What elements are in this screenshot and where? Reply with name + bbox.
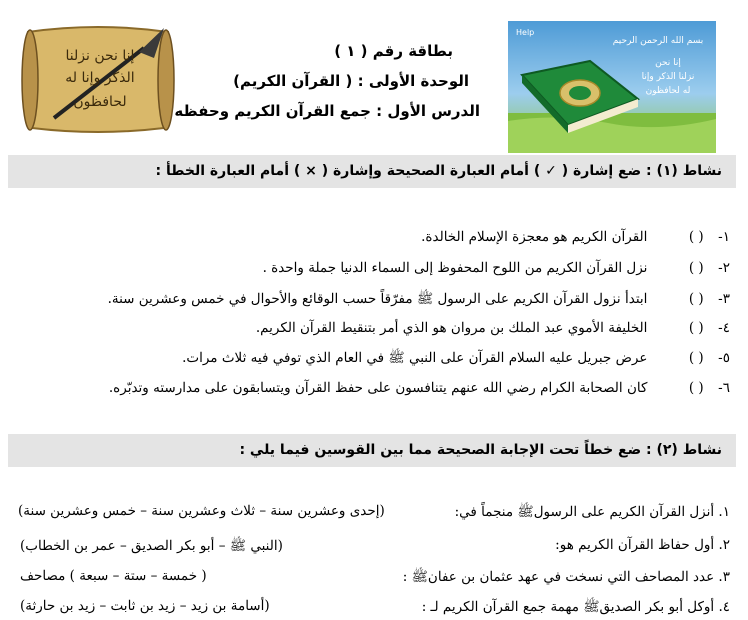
question-text: ٢. أول حفاظ القرآن الكريم هو: — [555, 537, 730, 553]
lesson-title: الدرس الأول : جمع القرآن الكريم وحفظه — [174, 102, 480, 120]
answer-blank[interactable]: ( ) — [688, 229, 704, 245]
answer-blank[interactable]: ( ) — [688, 380, 704, 396]
scroll-text-3: لحافظون — [73, 94, 127, 110]
list-item — [421, 228, 730, 246]
question-text: ٣. عدد المصاحف التي نسخت في عهد عثمان بن عفانﷺ : — [402, 569, 730, 585]
item-text: القرآن الكريم هو معجزة الإسلام الخالدة. — [421, 229, 648, 245]
activity1-title: نشاط (١) : ضع إشارة ( ✓ ) أمام العبارة الصحيحة وإشارة ( × ) أمام العبارة الخطأ : — [155, 163, 722, 179]
item-text: كان الصحابة الكرام رضي الله عنهم يتنافسون على حفظ القرآن ويتسابقون على مدارسته وتدبّره. — [108, 380, 648, 396]
item-text: نزل القرآن الكريم من اللوح المحفوظ إلى السماء الدنيا جملة واحدة . — [262, 260, 648, 276]
scroll-text-1: إنا نحن نزلنا — [65, 48, 135, 64]
book-verse-2: نزلنا الذكر وإنا — [641, 72, 695, 82]
book-watermark: Help — [516, 28, 535, 37]
question-options[interactable]: (أسامة بن زيد – زيد بن ثابت – زيد بن حارثة) — [20, 598, 270, 614]
activity2-header-band — [8, 434, 736, 467]
item-text: ابتدأ نزول القرآن الكريم على الرسول ﷺ مفرّقاً حسب الوقائع والأحوال في خمس وعشرين سنة. — [107, 291, 648, 307]
item-number: ١- — [718, 229, 730, 245]
scroll-image — [14, 18, 182, 140]
question-options[interactable]: ( خمسة – ستة – سبعة ) مصاحف — [20, 568, 207, 584]
item-number: ٤- — [718, 320, 730, 336]
list-item — [263, 259, 730, 277]
item-number: ٣- — [718, 291, 730, 307]
card-number: بطاقة رقم ( ١ ) — [334, 42, 453, 60]
activity1-header-band — [8, 155, 736, 188]
item-number: ٥- — [718, 350, 730, 366]
question-options[interactable]: (النبي ﷺ – أبو بكر الصديق – عمر بن الخطاب) — [20, 538, 283, 554]
list-item — [109, 379, 730, 397]
answer-blank[interactable]: ( ) — [688, 260, 704, 276]
item-number: ٦- — [718, 380, 730, 396]
item-text: الخليفة الأموي عبد الملك بن مروان هو الذي أمر بتنقيط القرآن الكريم. — [255, 320, 648, 336]
answer-blank[interactable]: ( ) — [688, 291, 704, 307]
item-number: ٢- — [718, 260, 730, 276]
question-text: ١. أنزل القرآن الكريم على الرسولﷺ منجماً في: — [454, 504, 730, 520]
book-verse-3: له لحافظون — [645, 86, 691, 96]
unit-title: الوحدة الأولى : ( القرآن الكريم) — [233, 72, 469, 90]
list-item — [256, 319, 730, 337]
scroll-text-2: الذكر وإنا له — [65, 70, 135, 86]
list-item — [182, 349, 730, 367]
answer-blank[interactable]: ( ) — [688, 350, 704, 366]
book-verse-1: إنا نحن — [655, 58, 681, 68]
list-item — [108, 290, 730, 308]
answer-blank[interactable]: ( ) — [688, 320, 704, 336]
item-text: عرض جبريل عليه السلام القرآن على النبي ﷺ في العام الذي توفي فيه ثلاث مرات. — [182, 350, 648, 366]
quran-book-image — [508, 21, 716, 153]
question-options[interactable]: (إحدى وعشرين سنة – ثلاث وعشرين سنة – خمس وعشرين سنة) — [18, 503, 385, 519]
book-banner: بسم الله الرحمن الرحيم — [612, 36, 704, 46]
activity2-title: نشاط (٢) : ضع خطاً تحت الإجابة الصحيحة مما بين القوسين فيما يلي : — [239, 442, 722, 458]
question-text: ٤. أوكل أبو بكر الصديقﷺ مهمة جمع القرآن الكريم لـ : — [421, 599, 730, 615]
